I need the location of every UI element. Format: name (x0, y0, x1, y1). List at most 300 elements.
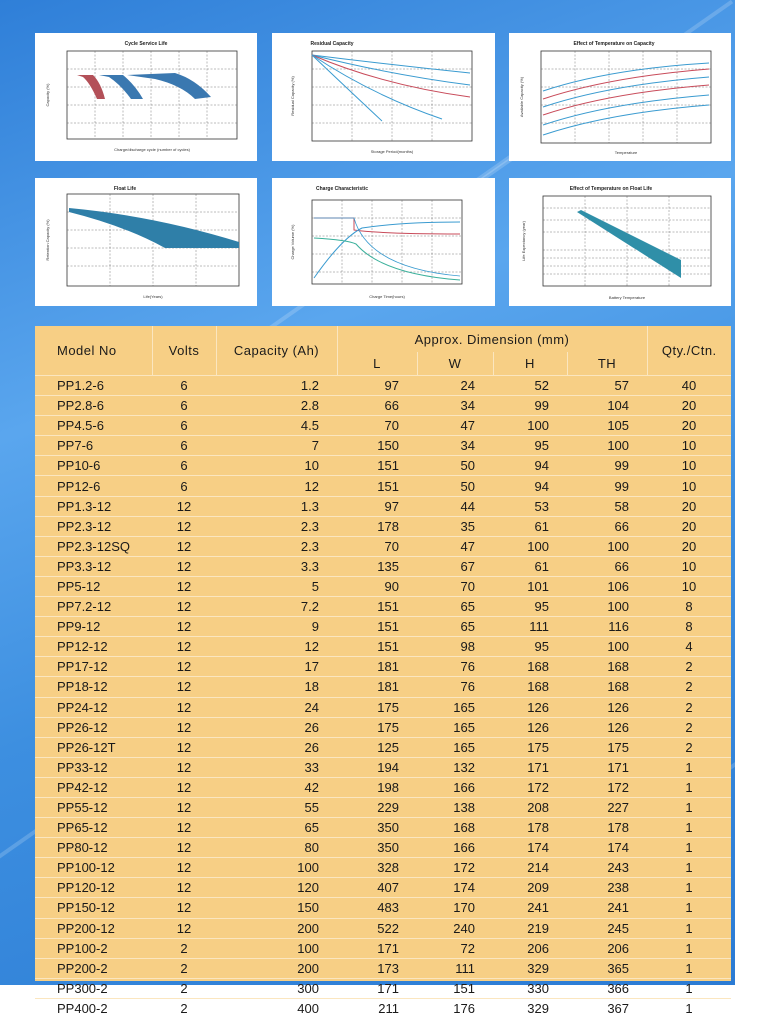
width-cell: 50 (417, 476, 493, 496)
total-height-cell: 57 (567, 376, 647, 396)
height-cell: 214 (493, 858, 567, 878)
model-cell: PP80-12 (35, 838, 152, 858)
height-cell: 94 (493, 476, 567, 496)
model-cell: PP100-2 (35, 938, 152, 958)
model-cell: PP55-12 (35, 797, 152, 817)
qty-cell: 20 (647, 516, 731, 536)
capacity-cell: 9 (216, 617, 337, 637)
model-cell: PP2.3-12 (35, 516, 152, 536)
width-cell: 165 (417, 717, 493, 737)
height-cell: 126 (493, 717, 567, 737)
total-height-cell: 243 (567, 858, 647, 878)
model-cell: PP100-12 (35, 858, 152, 878)
table-row (35, 918, 731, 938)
total-height-cell: 367 (567, 998, 647, 1018)
width-cell: 151 (417, 978, 493, 998)
length-cell: 171 (337, 978, 417, 998)
qty-cell: 2 (647, 657, 731, 677)
total-height-cell: 168 (567, 657, 647, 677)
qty-cell: 2 (647, 717, 731, 737)
chart-title: Effect of Temperature on Capacity (573, 41, 655, 47)
width-cell: 111 (417, 958, 493, 978)
height-cell: 174 (493, 838, 567, 858)
qty-cell: 1 (647, 938, 731, 958)
height-cell: 101 (493, 576, 567, 596)
total-height-cell: 174 (567, 838, 647, 858)
length-cell: 229 (337, 797, 417, 817)
model-cell: PP7.2-12 (35, 597, 152, 617)
length-cell: 173 (337, 958, 417, 978)
qty-cell: 2 (647, 677, 731, 697)
width-cell: 47 (417, 536, 493, 556)
x-axis-label: Storage Period(months) (370, 149, 414, 154)
capacity-cell: 4.5 (216, 416, 337, 436)
qty-cell: 1 (647, 998, 731, 1018)
width-cell: 50 (417, 456, 493, 476)
width-cell: 166 (417, 838, 493, 858)
capacity-cell: 2.3 (216, 516, 337, 536)
y-axis-label: Life Expectancy (year) (521, 221, 526, 261)
total-height-cell: 206 (567, 938, 647, 958)
qty-cell: 1 (647, 878, 731, 898)
height-cell: 126 (493, 697, 567, 717)
total-height-cell: 227 (567, 797, 647, 817)
volts-cell: 12 (152, 818, 216, 838)
width-cell: 24 (417, 376, 493, 396)
length-cell: 70 (337, 416, 417, 436)
width-cell: 67 (417, 556, 493, 576)
capacity-cell: 26 (216, 717, 337, 737)
x-axis-label: Charge Time(hours) (369, 294, 405, 299)
product-table-container (35, 326, 731, 1016)
height-cell: 206 (493, 938, 567, 958)
width-cell: 165 (417, 697, 493, 717)
capacity-cell: 17 (216, 657, 337, 677)
model-cell: PP33-12 (35, 757, 152, 777)
qty-cell: 2 (647, 697, 731, 717)
volts-cell: 6 (152, 416, 216, 436)
table-row (35, 536, 731, 556)
volts-cell: 12 (152, 878, 216, 898)
volts-cell: 12 (152, 617, 216, 637)
height-cell: 95 (493, 597, 567, 617)
height-cell: 329 (493, 958, 567, 978)
total-height-cell: 126 (567, 717, 647, 737)
capacity-cell: 200 (216, 918, 337, 938)
qty-cell: 1 (647, 978, 731, 998)
capacity-cell: 1.2 (216, 376, 337, 396)
height-cell: 95 (493, 436, 567, 456)
height-cell: 175 (493, 737, 567, 757)
height-cell: 329 (493, 998, 567, 1018)
model-cell: PP1.2-6 (35, 376, 152, 396)
model-cell: PP1.3-12 (35, 496, 152, 516)
table-row (35, 818, 731, 838)
height-cell: 209 (493, 878, 567, 898)
volts-cell: 6 (152, 476, 216, 496)
qty-cell: 2 (647, 737, 731, 757)
model-cell: PP3.3-12 (35, 556, 152, 576)
header-qty: Qty./Ctn. (661, 343, 717, 358)
total-height-cell: 116 (567, 617, 647, 637)
capacity-cell: 18 (216, 677, 337, 697)
length-cell: 483 (337, 898, 417, 918)
length-cell: 97 (337, 376, 417, 396)
length-cell: 151 (337, 617, 417, 637)
chart-title: Charge Characteristic (316, 186, 368, 192)
height-cell: 330 (493, 978, 567, 998)
table-row (35, 998, 731, 1018)
length-cell: 125 (337, 737, 417, 757)
table-row (35, 697, 731, 717)
height-cell: 172 (493, 777, 567, 797)
volts-cell: 12 (152, 757, 216, 777)
table-row (35, 576, 731, 596)
table-row (35, 556, 731, 576)
temperature-float-life-chart (509, 178, 731, 306)
model-cell: PP120-12 (35, 878, 152, 898)
volts-cell: 12 (152, 858, 216, 878)
total-height-cell: 172 (567, 777, 647, 797)
height-cell: 53 (493, 496, 567, 516)
total-height-cell: 171 (567, 757, 647, 777)
model-cell: PP300-2 (35, 978, 152, 998)
table-row (35, 597, 731, 617)
total-height-cell: 100 (567, 536, 647, 556)
qty-cell: 1 (647, 757, 731, 777)
width-cell: 174 (417, 878, 493, 898)
length-cell: 350 (337, 818, 417, 838)
model-cell: PP24-12 (35, 697, 152, 717)
volts-cell: 12 (152, 496, 216, 516)
length-cell: 150 (337, 436, 417, 456)
height-cell: 168 (493, 677, 567, 697)
total-height-cell: 106 (567, 576, 647, 596)
model-cell: PP17-12 (35, 657, 152, 677)
model-cell: PP2.3-12SQ (35, 536, 152, 556)
model-cell: PP42-12 (35, 777, 152, 797)
total-height-cell: 99 (567, 456, 647, 476)
height-cell: 100 (493, 536, 567, 556)
capacity-cell: 3.3 (216, 556, 337, 576)
capacity-cell: 26 (216, 737, 337, 757)
capacity-cell: 5 (216, 576, 337, 596)
width-cell: 47 (417, 416, 493, 436)
table-row (35, 396, 731, 416)
table-row (35, 657, 731, 677)
capacity-cell: 7.2 (216, 597, 337, 617)
y-axis-label: Capacity (%) (45, 83, 50, 107)
total-height-cell: 238 (567, 878, 647, 898)
model-cell: PP12-6 (35, 476, 152, 496)
header-width: W (417, 352, 493, 376)
model-cell: PP9-12 (35, 617, 152, 637)
model-cell: PP5-12 (35, 576, 152, 596)
total-height-cell: 178 (567, 818, 647, 838)
capacity-cell: 10 (216, 456, 337, 476)
model-cell: PP200-12 (35, 918, 152, 938)
capacity-cell: 2.3 (216, 536, 337, 556)
height-cell: 208 (493, 797, 567, 817)
height-cell: 171 (493, 757, 567, 777)
length-cell: 151 (337, 597, 417, 617)
table-row (35, 416, 731, 436)
qty-cell: 1 (647, 818, 731, 838)
length-cell: 151 (337, 476, 417, 496)
length-cell: 522 (337, 918, 417, 938)
qty-cell: 8 (647, 617, 731, 637)
chart-title: Effect of Temperature on Float Life (569, 186, 653, 192)
qty-cell: 10 (647, 436, 731, 456)
chart-title: Cycle Service Life (124, 41, 168, 47)
width-cell: 34 (417, 396, 493, 416)
width-cell: 166 (417, 777, 493, 797)
table-row (35, 476, 731, 496)
table-row (35, 737, 731, 757)
length-cell: 97 (337, 496, 417, 516)
width-cell: 176 (417, 998, 493, 1018)
table-row (35, 376, 731, 396)
model-cell: PP26-12T (35, 737, 152, 757)
capacity-cell: 24 (216, 697, 337, 717)
table-row (35, 456, 731, 476)
model-cell: PP18-12 (35, 677, 152, 697)
qty-cell: 40 (647, 376, 731, 396)
height-cell: 241 (493, 898, 567, 918)
width-cell: 240 (417, 918, 493, 938)
capacity-cell: 80 (216, 838, 337, 858)
height-cell: 61 (493, 516, 567, 536)
height-cell: 94 (493, 456, 567, 476)
capacity-cell: 12 (216, 476, 337, 496)
model-cell: PP7-6 (35, 436, 152, 456)
length-cell: 175 (337, 697, 417, 717)
width-cell: 72 (417, 938, 493, 958)
volts-cell: 12 (152, 657, 216, 677)
width-cell: 65 (417, 617, 493, 637)
capacity-cell: 65 (216, 818, 337, 838)
total-height-cell: 245 (567, 918, 647, 938)
height-cell: 111 (493, 617, 567, 637)
length-cell: 90 (337, 576, 417, 596)
height-cell: 178 (493, 818, 567, 838)
capacity-cell: 150 (216, 898, 337, 918)
height-cell: 168 (493, 657, 567, 677)
length-cell: 171 (337, 938, 417, 958)
qty-cell: 20 (647, 396, 731, 416)
total-height-cell: 99 (567, 476, 647, 496)
qty-cell: 1 (647, 918, 731, 938)
total-height-cell: 100 (567, 597, 647, 617)
length-cell: 198 (337, 777, 417, 797)
total-height-cell: 105 (567, 416, 647, 436)
width-cell: 44 (417, 496, 493, 516)
width-cell: 170 (417, 898, 493, 918)
capacity-cell: 100 (216, 938, 337, 958)
table-row (35, 838, 731, 858)
length-cell: 135 (337, 556, 417, 576)
volts-cell: 12 (152, 717, 216, 737)
length-cell: 328 (337, 858, 417, 878)
width-cell: 168 (417, 818, 493, 838)
length-cell: 194 (337, 757, 417, 777)
length-cell: 181 (337, 677, 417, 697)
length-cell: 181 (337, 657, 417, 677)
qty-cell: 1 (647, 797, 731, 817)
volts-cell: 2 (152, 958, 216, 978)
height-cell: 99 (493, 396, 567, 416)
width-cell: 138 (417, 797, 493, 817)
volts-cell: 6 (152, 396, 216, 416)
total-height-cell: 104 (567, 396, 647, 416)
header-model: Model No (35, 326, 152, 376)
capacity-cell: 1.3 (216, 496, 337, 516)
total-height-cell: 66 (567, 516, 647, 536)
qty-cell: 20 (647, 536, 731, 556)
volts-cell: 12 (152, 516, 216, 536)
length-cell: 407 (337, 878, 417, 898)
total-height-cell: 366 (567, 978, 647, 998)
qty-cell: 10 (647, 476, 731, 496)
x-axis-label: Charge/discharge cycle (number of cycles) (114, 147, 190, 152)
float-life-chart (35, 178, 257, 306)
temperature-capacity-chart (509, 33, 731, 161)
table-row (35, 757, 731, 777)
qty-cell: 1 (647, 777, 731, 797)
length-cell: 175 (337, 717, 417, 737)
qty-cell: 8 (647, 597, 731, 617)
volts-cell: 12 (152, 597, 216, 617)
table-row (35, 617, 731, 637)
qty-cell: 1 (647, 958, 731, 978)
qty-cell: 1 (647, 898, 731, 918)
product-table-body (35, 376, 731, 1019)
qty-cell: 10 (647, 456, 731, 476)
total-height-cell: 241 (567, 898, 647, 918)
table-row (35, 938, 731, 958)
volts-cell: 12 (152, 536, 216, 556)
model-cell: PP400-2 (35, 998, 152, 1018)
height-cell: 61 (493, 556, 567, 576)
table-row (35, 777, 731, 797)
capacity-cell: 2.8 (216, 396, 337, 416)
volts-cell: 2 (152, 998, 216, 1018)
width-cell: 35 (417, 516, 493, 536)
product-table (35, 326, 731, 1018)
total-height-cell: 58 (567, 496, 647, 516)
length-cell: 70 (337, 536, 417, 556)
model-cell: PP10-6 (35, 456, 152, 476)
volts-cell: 12 (152, 697, 216, 717)
total-height-cell: 100 (567, 637, 647, 657)
capacity-cell: 300 (216, 978, 337, 998)
header-total-height: TH (567, 352, 647, 376)
length-cell: 211 (337, 998, 417, 1018)
table-row (35, 436, 731, 456)
volts-cell: 2 (152, 938, 216, 958)
model-cell: PP26-12 (35, 717, 152, 737)
length-cell: 151 (337, 456, 417, 476)
x-axis-label: Temperature (614, 150, 638, 155)
volts-cell: 12 (152, 576, 216, 596)
qty-cell: 20 (647, 496, 731, 516)
length-cell: 66 (337, 396, 417, 416)
header-dimension: Approx. Dimension (mm) (337, 326, 647, 352)
cycle-service-life-chart (35, 33, 257, 161)
width-cell: 98 (417, 637, 493, 657)
total-height-cell: 66 (567, 556, 647, 576)
total-height-cell: 100 (567, 436, 647, 456)
capacity-cell: 200 (216, 958, 337, 978)
table-row (35, 858, 731, 878)
table-row (35, 978, 731, 998)
qty-cell: 1 (647, 838, 731, 858)
table-row (35, 637, 731, 657)
model-cell: PP65-12 (35, 818, 152, 838)
volts-cell: 12 (152, 737, 216, 757)
model-cell: PP150-12 (35, 898, 152, 918)
table-row (35, 496, 731, 516)
qty-cell: 10 (647, 576, 731, 596)
capacity-cell: 120 (216, 878, 337, 898)
height-cell: 52 (493, 376, 567, 396)
length-cell: 151 (337, 637, 417, 657)
model-cell: PP4.5-6 (35, 416, 152, 436)
volts-cell: 12 (152, 898, 216, 918)
width-cell: 132 (417, 757, 493, 777)
y-axis-label: Available Capacity (%) (519, 76, 524, 118)
volts-cell: 12 (152, 838, 216, 858)
volts-cell: 12 (152, 556, 216, 576)
residual-capacity-chart (272, 33, 495, 161)
header-capacity: Capacity (Ah) (216, 326, 337, 376)
table-row (35, 958, 731, 978)
header-length: L (337, 352, 417, 376)
volts-cell: 6 (152, 376, 216, 396)
height-cell: 95 (493, 637, 567, 657)
volts-cell: 12 (152, 797, 216, 817)
qty-cell: 4 (647, 637, 731, 657)
length-cell: 178 (337, 516, 417, 536)
length-cell: 350 (337, 838, 417, 858)
table-row (35, 677, 731, 697)
capacity-cell: 33 (216, 757, 337, 777)
total-height-cell: 175 (567, 737, 647, 757)
width-cell: 165 (417, 737, 493, 757)
table-row (35, 717, 731, 737)
volts-cell: 12 (152, 677, 216, 697)
total-height-cell: 365 (567, 958, 647, 978)
table-row (35, 797, 731, 817)
height-cell: 219 (493, 918, 567, 938)
volts-cell: 2 (152, 978, 216, 998)
total-height-cell: 168 (567, 677, 647, 697)
qty-cell: 20 (647, 416, 731, 436)
header-volts: Volts (152, 326, 216, 376)
y-axis-label: Retention Capacity (%) (45, 219, 50, 261)
charge-characteristic-chart (272, 178, 495, 306)
capacity-cell: 55 (216, 797, 337, 817)
model-cell: PP12-12 (35, 637, 152, 657)
table-row (35, 878, 731, 898)
width-cell: 70 (417, 576, 493, 596)
width-cell: 172 (417, 858, 493, 878)
volts-cell: 12 (152, 918, 216, 938)
total-height-cell: 126 (567, 697, 647, 717)
table-row (35, 516, 731, 536)
capacity-cell: 7 (216, 436, 337, 456)
chart-title: Float Life (113, 186, 137, 192)
